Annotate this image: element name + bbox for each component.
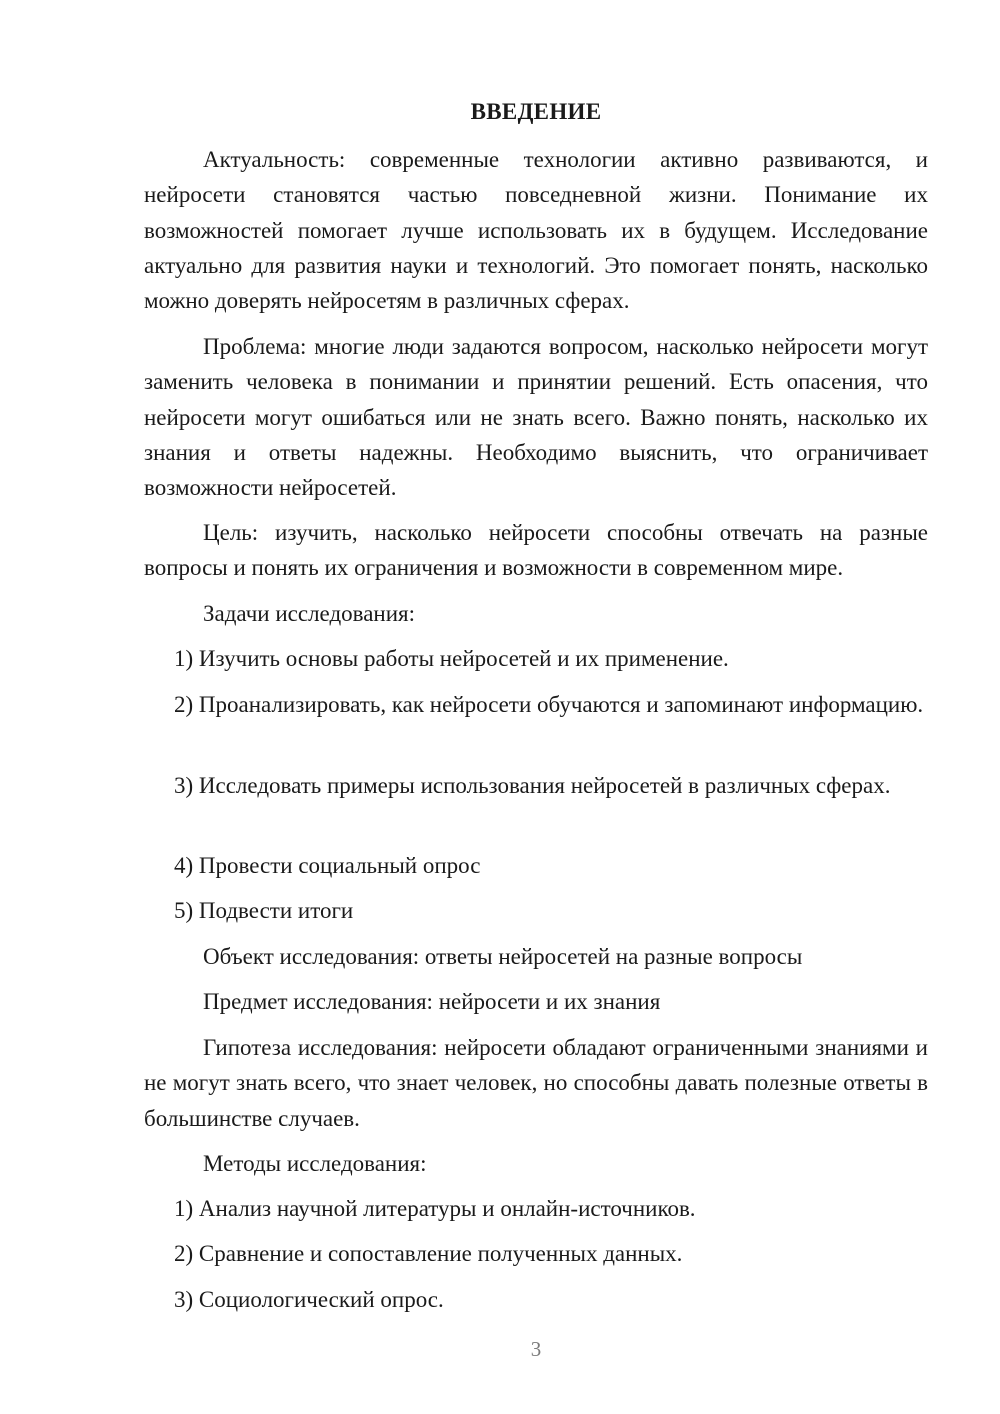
task-item-4: 4) Провести социальный опрос (174, 853, 481, 878)
tasks-heading: Задачи исследования: (203, 601, 416, 626)
object-paragraph: Объект исследования: ответы нейросетей на разные вопросы (203, 944, 803, 969)
method-item-1: 1) Анализ научной литературы и онлайн-источников. (174, 1196, 696, 1221)
relevance-paragraph: Актуальность: современные технологии активно развиваются, и нейросети становятся частью повседневной жизни. Понимание их возможностей помогает лучше использовать их в будущем. Исследование актуально для развития науки и технологий. Это помогает понять, насколько можно доверять нейросетям в различных сферах. (144, 147, 928, 314)
goal-paragraph: Цель: изучить, насколько нейросети способны отвечать на разные вопросы и понять их ограничения и возможности в современном мире. (144, 520, 928, 581)
document-page (144, 0, 928, 1414)
hypothesis-paragraph: Гипотеза исследования: нейросети обладают ограниченными знаниями и не могут знать всего, что знает человек, но способны давать полезные ответы в большинстве случаев. (144, 1035, 928, 1131)
task-item-2: 2) Проанализировать, как нейросети обучаются и запоминают информацию. (174, 692, 924, 717)
problem-paragraph: Проблема: многие люди задаются вопросом, насколько нейросети могут заменить человека в понимании и принятии решений. Есть опасения, что нейросети могут ошибаться или не знать всего. Важно понять, насколько их знания и ответы надежны. Необходимо выяснить, что ограничивает возможности нейросетей. (144, 334, 928, 501)
section-title: ВВЕДЕНИЕ (470, 99, 602, 124)
task-item-1: 1) Изучить основы работы нейросетей и их применение. (174, 646, 729, 671)
method-item-3: 3) Социологический опрос. (174, 1287, 444, 1312)
task-item-5: 5) Подвести итоги (174, 898, 354, 923)
task-item-3: 3) Исследовать примеры использования нейросетей в различных сферах. (174, 773, 891, 798)
page-number: 3 (530, 1337, 542, 1361)
method-item-2: 2) Сравнение и сопоставление полученных данных. (174, 1241, 683, 1266)
methods-heading: Методы исследования: (203, 1151, 427, 1176)
subject-paragraph: Предмет исследования: нейросети и их знания (203, 989, 661, 1014)
